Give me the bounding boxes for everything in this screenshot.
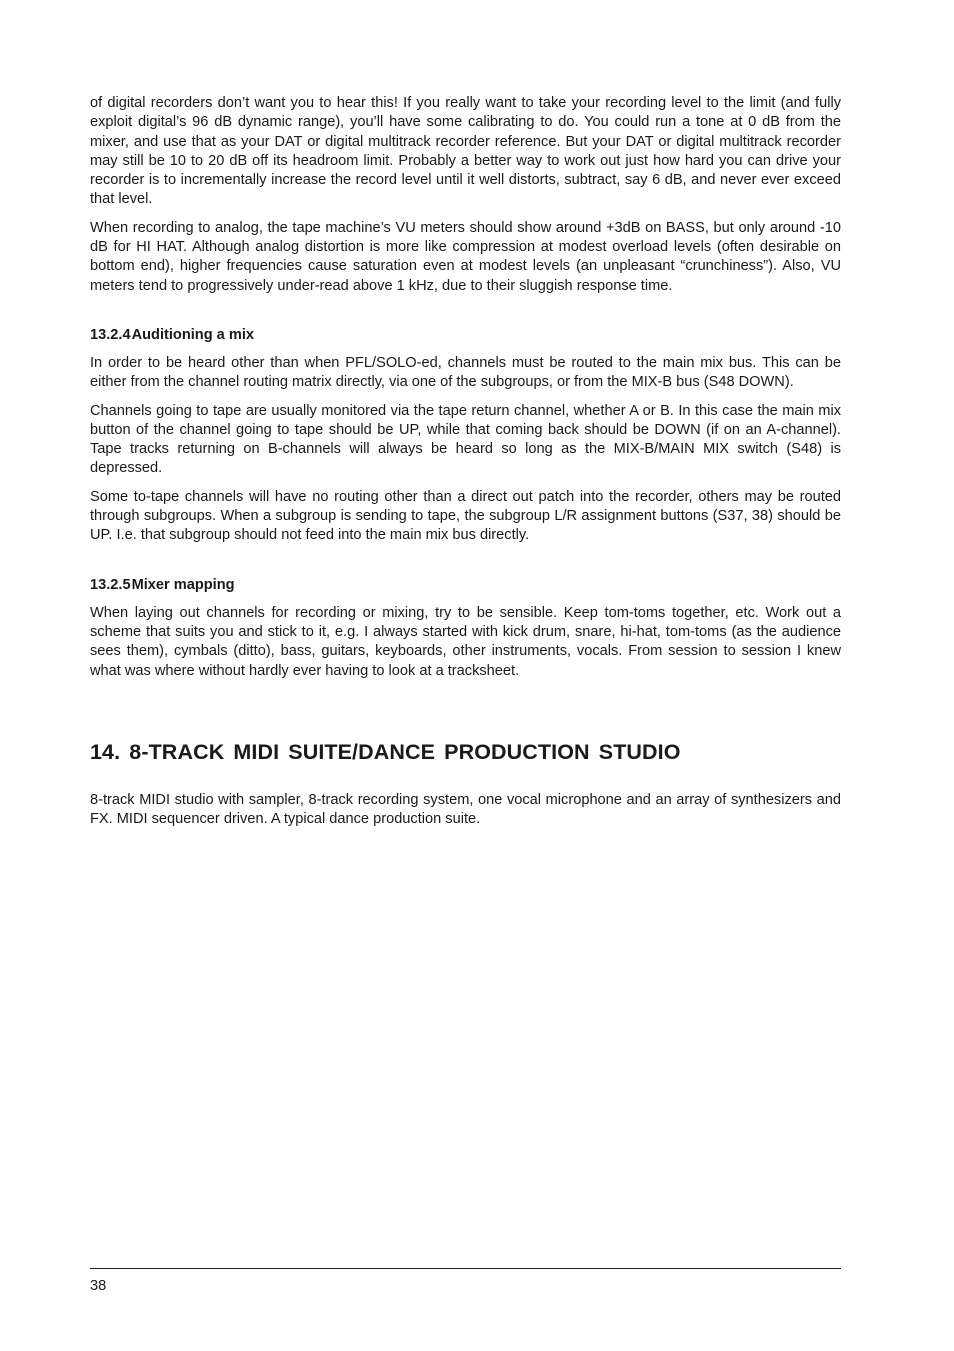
- section-number: 13.2.5: [90, 576, 131, 593]
- page-number: 38: [90, 1278, 107, 1294]
- section-heading-13-2-5: [90, 576, 841, 595]
- section-number: 13.2.4: [90, 326, 131, 343]
- body-paragraph: Some to-tape channels will have no routing other than a direct out patch into the recorder, others may be routed through subgroups. When a subgroup is sending to tape, the subgroup L/R assignment buttons (S37, 38) should be UP. I.e. that subgroup should not feed into the main mix bus directly.: [90, 488, 841, 544]
- footer-rule: [90, 1268, 841, 1269]
- section-title: Mixer mapping: [131, 576, 235, 593]
- section-heading-13-2-4: [90, 326, 841, 345]
- body-paragraph: 8-track MIDI studio with sampler, 8-track recording system, one vocal microphone and an array of synthesizers and FX. MIDI sequencer driven. A typical dance production suite.: [90, 791, 841, 828]
- chapter-heading: 14. 8-TRACK MIDI SUITE/DANCE PRODUCTION STUDIO: [90, 739, 681, 764]
- page-body: [90, 94, 841, 838]
- body-paragraph: When laying out channels for recording or mixing, try to be sensible. Keep tom-toms together, etc. Work out a scheme that suits you and stick to it, e.g. I always started with kick drum, snare, hi-hat, tom-toms (as the audience sees them), cymbals (ditto), bass, guitars, keyboards, other instruments, vocals. From session to session I knew what was where without hardly ever having to look at a tracksheet.: [90, 604, 841, 679]
- body-paragraph: of digital recorders don’t want you to hear this! If you really want to take your recording level to the limit (and fully exploit digital’s 96 dB dynamic range), you’ll have some calibrating to do. You could run a tone at 0 dB from the mixer, and use that as your DAT or digital multitrack recorder reference. But your DAT or digital multitrack recorder may still be 10 to 20 dB off its headroom limit. Probably a better way to work out just how hard you can drive your recorder is to incrementally increase the record level until it well distorts, subtract, say 6 dB, and never ever exceed that level.: [90, 95, 841, 208]
- body-paragraph: When recording to analog, the tape machine’s VU meters should show around +3dB on BASS, but only around -10 dB for HI HAT. Although analog distortion is more like compression at modest overload levels (often desirable on bottom end), higher frequencies cause saturation even at modest levels (an unpleasant “crunchiness”). Also, VU meters tend to progressively under-read above 1 kHz, due to their sluggish response time.: [90, 219, 841, 294]
- body-paragraph: In order to be heard other than when PFL/SOLO-ed, channels must be routed to the main mix bus. This can be either from the channel routing matrix directly, via one of the subgroups, or from the MIX-B bus (S48 DOWN).: [90, 354, 841, 391]
- section-title: Auditioning a mix: [131, 326, 255, 343]
- body-paragraph: Channels going to tape are usually monitored via the tape return channel, whether A or B. In this case the main mix button of the channel going to tape should be UP, while that coming back should be DOWN (if on an A-channel). Tape tracks returning on B-channels will always be heard so long as the MIX-B/MAIN MIX switch (S48) is depressed.: [90, 402, 841, 477]
